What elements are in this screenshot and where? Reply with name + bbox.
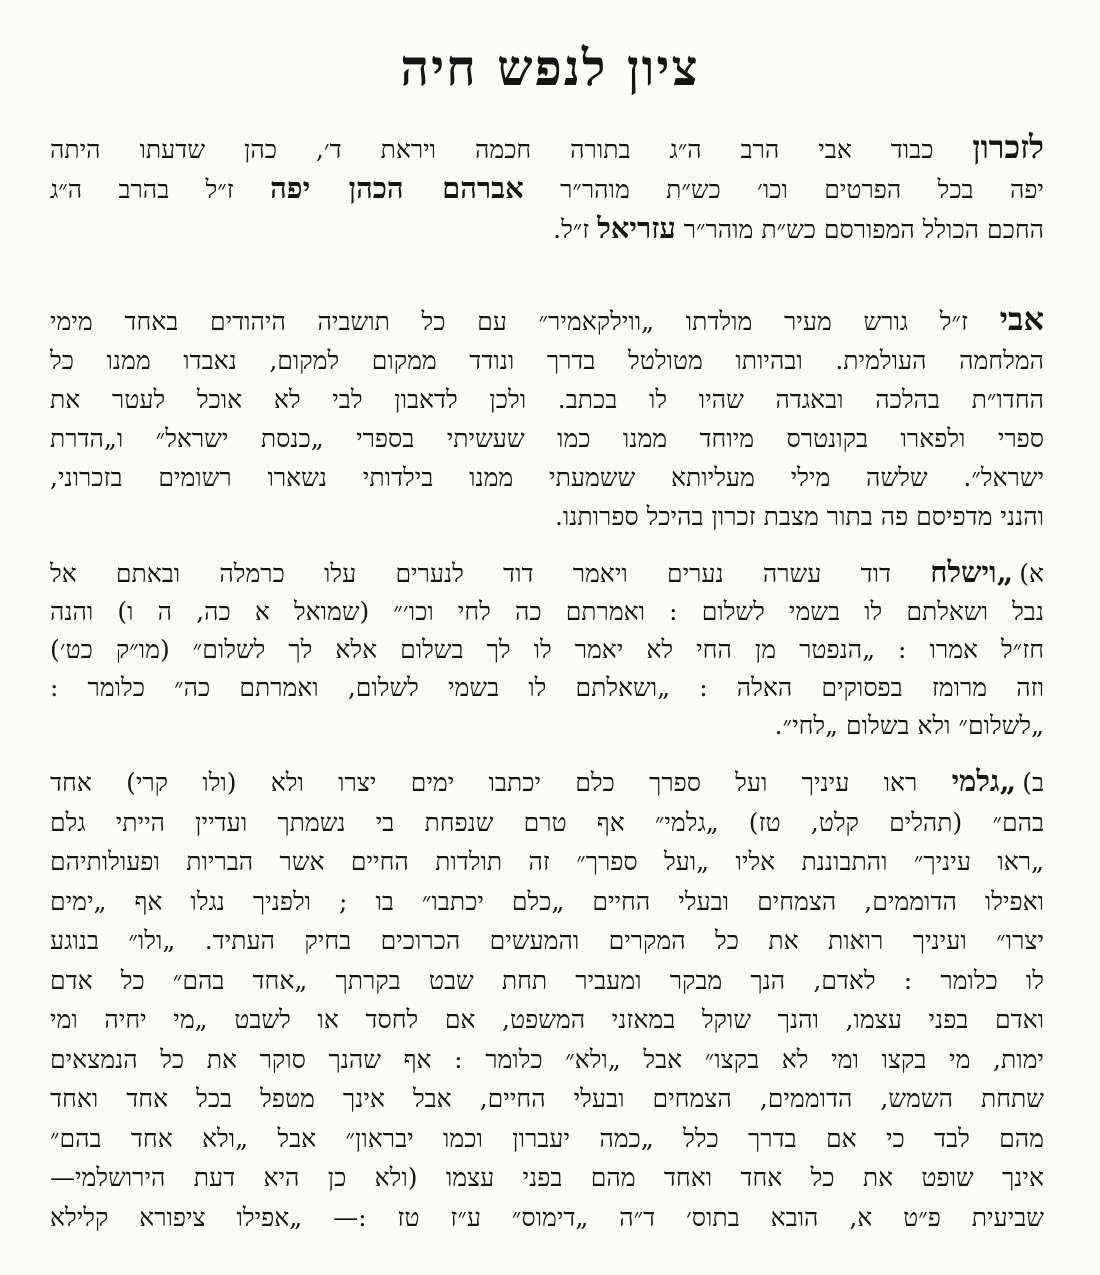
section-b-line: אינך שופט את כל אחד ואחד מהם בפני עצמו (ולא כן היא דעת הירושלמי— <box>50 1163 1044 1192</box>
dedication-line: לזכרון כבוד אבי הרב ה״ג בתורה חכמה ויראת ד׳, כהן שדעתו היתה <box>50 128 1044 166</box>
section-a-line: נבל ושאלתם לו בשמי לשלום : ואמרתם כה לחי וכו׳״ (שמואל א כה, ה ו) והנה <box>50 597 1044 626</box>
section-b <box>50 762 1044 1237</box>
father-name: אברהם הכהן יפה <box>270 171 524 205</box>
section-b-line: ואדם בפני עצמו, והנך שוקל במאזני המשפט, אם לחסד או לשבט „מי יחיה ומי <box>50 1005 1044 1034</box>
section-a-line: א)„וישלח דוד עשרה נערים ויאמר דוד לנערים עלו כרמלה ובאתם אל <box>50 555 1045 589</box>
grandfather-name: עזריאל <box>597 211 676 245</box>
dedication-line: החכם הכולל המפורסם כש״ת מוהר״ר עזריאל ז״ל. <box>553 211 1044 245</box>
page-title: ציון לנפש חיה <box>400 38 700 97</box>
section-b-line: ואפילו הדוממים, הצמחים ובעלי החיים „כלם יכתבו״ בו ; ולפניך נגלו אף „ימים <box>50 886 1044 916</box>
section-b-line: יצרו״ ועיניך רואות את כל המקרים והמעשים הכרוכים בחיק העתיד. „ולו״ בנוגע <box>50 926 1044 955</box>
intro-line: המלחמה העולמית. ובהיותו מטולטל בדרך ונודד ממקום למקום, נאבדו ממנו כל <box>50 346 1044 375</box>
intro-line: החדו״ת בהלכה ובאגדה שהיו לו בכתב. ולכן לדאבון לבי לא אוכל לעטר את <box>50 385 1044 414</box>
section-a-line: וזה מרומז בפסוקים האלה : „ושאלתם לו בשמי לשלום, ואמרתם כה״ כלומר : <box>50 673 1044 702</box>
section-b-line: ימות, מי בקצו ומי לא בקצו״ אבל „ולא״ כלומר : אף שהנך סוקר את כל הנמצאים <box>50 1044 1044 1074</box>
intro-lead-word: אבי <box>999 300 1044 338</box>
section-b-number: ב) <box>1022 768 1044 797</box>
section-a-number: א) <box>1019 559 1045 588</box>
section-b-line: בהם״ (תהלים קלט, טז) „גלמי״ אף טרם שנפחת בי נשמתך ועדיין הייתי גלם <box>50 807 1044 837</box>
section-a-line: „לשלום״ ולא בשלום „לחי״. <box>774 711 1044 740</box>
section-b-line: ב)„גלמי ראו עיניך ועל ספרך כלם יכתבו ימים יצרו ולא (ולו קרי) אחד <box>50 764 1044 798</box>
intro-paragraph <box>50 300 1044 536</box>
intro-line: ישראל״. שלשה מילי מעליותא ששמעתי ממנו בילדותי נשארו רשומים בזכרוני, <box>50 463 1044 492</box>
section-b-line: לו כלומר : לאדם, הנך מבקר ומעביר תחת שבט בקרתך „אחד בהם״ כל אדם <box>50 965 1044 995</box>
section-b-line: שביעית פ״ט א, הובא בתוס׳ ד״ה „דימוס״ ע״ז טז :— „אפילו ציפורא קלילא <box>50 1202 1044 1232</box>
intro-line: אבי ז״ל גורש מעיר מולדתו „ווילקאמיר״ עם כל תושביה היהודים באחד מימי <box>50 300 1044 338</box>
dedication-line: יפה בכל הפרטים וכו׳ כש״ת מוהר״ר אברהם הכהן יפה ז״ל בהרב ה״ג <box>50 171 1044 205</box>
intro-line: ספרי ולפארו בקונטרס מיוחד ממנו כמו שעשיתי בספרי „כנסת ישראל״ ו„הדרת <box>50 424 1044 453</box>
dedication-lead-word: לזכרון <box>972 128 1044 166</box>
section-a <box>50 553 1044 745</box>
section-b-line: מהם לבד כי אם בדרך כלל „כמה יעברון וכמו יבראון״ אבל „ולא אחד בהם״ <box>50 1123 1044 1153</box>
section-b-lead-word: „גלמי <box>951 764 1017 798</box>
section-a-line: חז״ל אמרו : „הנפטר מן החי לא יאמר לו לך בשלום אלא לך לשלום״ (מו״ק כט׳) <box>50 635 1044 664</box>
section-b-line: שתחת השמש, הדוממים, הצמחים ובעלי החיים, אבל אינך מטפל בכל אחד ואחד <box>50 1084 1044 1113</box>
section-b-line: „ראו עיניך״ והתבוננת אליו „ועל ספרך״ זה תולדות החיים אשר הבריות ופעולותיהם <box>50 847 1044 876</box>
dedication-paragraph <box>50 128 1044 249</box>
section-a-lead-word: „וישלח <box>930 555 1014 589</box>
intro-line: והנני מדפיסם פה בתור מצבת זכרון בהיכל ספרותנו. <box>554 502 1044 531</box>
